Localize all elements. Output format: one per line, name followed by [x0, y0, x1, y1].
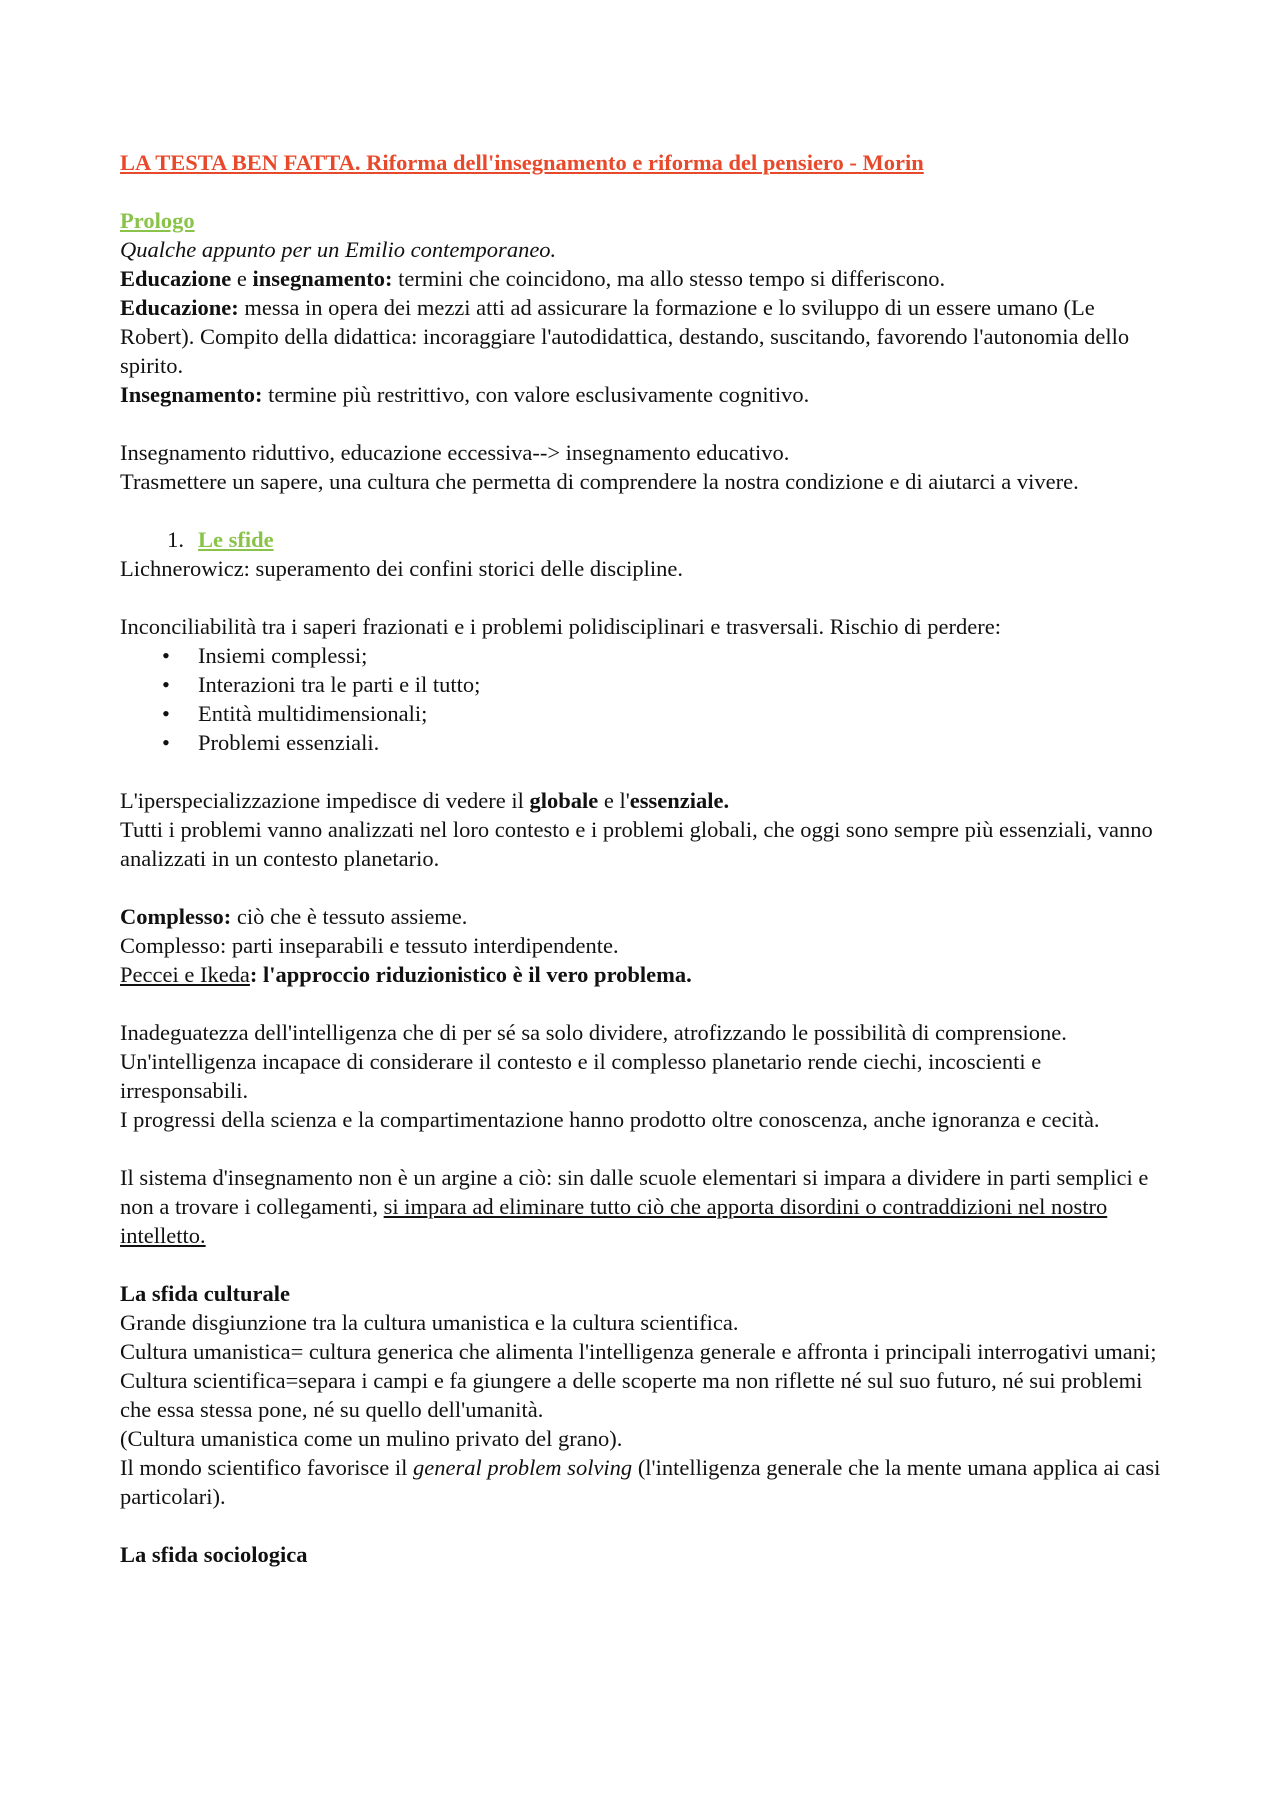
- list-item: 1. Le sfide: [167, 527, 274, 552]
- cultura-line-3: Cultura scientifica=separa i campi e fa giungere a delle scoperte ma non riflette né sul suo futuro, né sui problemi che essa stessa pone, né su quello dell'umanità.: [120, 1368, 1143, 1422]
- section-list: [120, 525, 1170, 554]
- cultura-heading: La sfida culturale: [120, 1281, 291, 1306]
- progressi-line: I progressi della scienza e la compartimentazione hanno prodotto oltre conoscenza, anche ignoranza e cecità.: [120, 1107, 1100, 1132]
- cultura-line-1: Grande disgiunzione tra la cultura umanistica e la cultura scientifica.: [120, 1310, 739, 1335]
- inadeguatezza-line: Inadeguatezza dell'intelligenza che di per sé sa solo dividere, atrofizzando le possibilità di comprensione.: [120, 1020, 1067, 1045]
- cultura-line-4: (Cultura umanistica come un mulino privato del grano).: [120, 1426, 623, 1451]
- intelligenza-line: Un'intelligenza incapace di considerare il contesto e il complesso planetario rende ciechi, incoscienti e irresponsabili.: [120, 1049, 1042, 1103]
- prologo-paragraph-3: Trasmettere un sapere, una cultura che permetta di comprendere la nostra condizione e di aiutarci a vivere.: [120, 469, 1079, 494]
- complesso-line-2: Complesso: parti inseparabili e tessuto interdipendente.: [120, 933, 619, 958]
- list-item: • Interazioni tra le parti e il tutto;: [162, 672, 481, 697]
- prologo-paragraph-2: Insegnamento riduttivo, educazione eccessiva--> insegnamento educativo.: [120, 440, 790, 465]
- prologo-heading: Prologo: [120, 208, 195, 233]
- peccei-line: Peccei e Ikeda: l'approccio riduzionistico è il vero problema.: [120, 962, 692, 987]
- prologo-subtitle: Qualche appunto per un Emilio contemporaneo.: [120, 237, 557, 262]
- sistema-line: Il sistema d'insegnamento non è un argine a ciò: sin dalle scuole elementari si impara a dividere in parti semplici e non a trovare i collegamenti, si impara ad eliminare tutto ciò che apporta disordini o contraddizioni nel nostro intelletto.: [120, 1165, 1149, 1248]
- lichnerowicz-line: Lichnerowicz: superamento dei confini storici delle discipline.: [120, 556, 683, 581]
- risks-bullet-list: [120, 641, 1170, 757]
- iperspecializzazione-line: L'iperspecializzazione impedisce di vedere il globale e l'essenziale.: [120, 788, 730, 813]
- cultura-line-5: Il mondo scientifico favorisce il general problem solving (l'intelligenza generale che la mente umana applica ai casi particolari).: [120, 1455, 1161, 1509]
- document-title: [120, 148, 1170, 177]
- title-text: LA TESTA BEN FATTA. Riforma dell'insegnamento e riforma del pensiero - Morin: [120, 150, 924, 175]
- sfide-heading: Le sfide: [198, 527, 274, 552]
- educazione-definition: Educazione: messa in opera dei mezzi atti ad assicurare la formazione e lo sviluppo di un essere umano (Le Robert). Compito della didattica: incoraggiare l'autodidattica, destando, suscitando, favorendo l'autonomia dello spirito.: [120, 295, 1130, 378]
- cultura-line-2: Cultura umanistica= cultura generica che alimenta l'intelligenza generale e affronta i principali interrogativi umani;: [120, 1339, 1157, 1364]
- inconciliabilita-line: Inconciliabilità tra i saperi frazionati e i problemi polidisciplinari e trasversali. Rischio di perdere:: [120, 614, 1001, 639]
- prologo-line1: Educazione e insegnamento: termini che coincidono, ma allo stesso tempo si differiscono.: [120, 266, 946, 291]
- document-page: [120, 148, 1170, 1569]
- insegnamento-definition: Insegnamento: termine più restrittivo, con valore esclusivamente cognitivo.: [120, 382, 810, 407]
- list-item: • Insiemi complessi;: [162, 643, 368, 668]
- list-item: • Entità multidimensionali;: [162, 701, 428, 726]
- tutti-problemi-line: Tutti i problemi vanno analizzati nel loro contesto e i problemi globali, che oggi sono sempre più essenziali, vanno analizzati in un contesto planetario.: [120, 817, 1153, 871]
- complesso-definition: Complesso: ciò che è tessuto assieme.: [120, 904, 468, 929]
- sociologica-heading: La sfida sociologica: [120, 1542, 308, 1567]
- list-item: • Problemi essenziali.: [162, 730, 380, 755]
